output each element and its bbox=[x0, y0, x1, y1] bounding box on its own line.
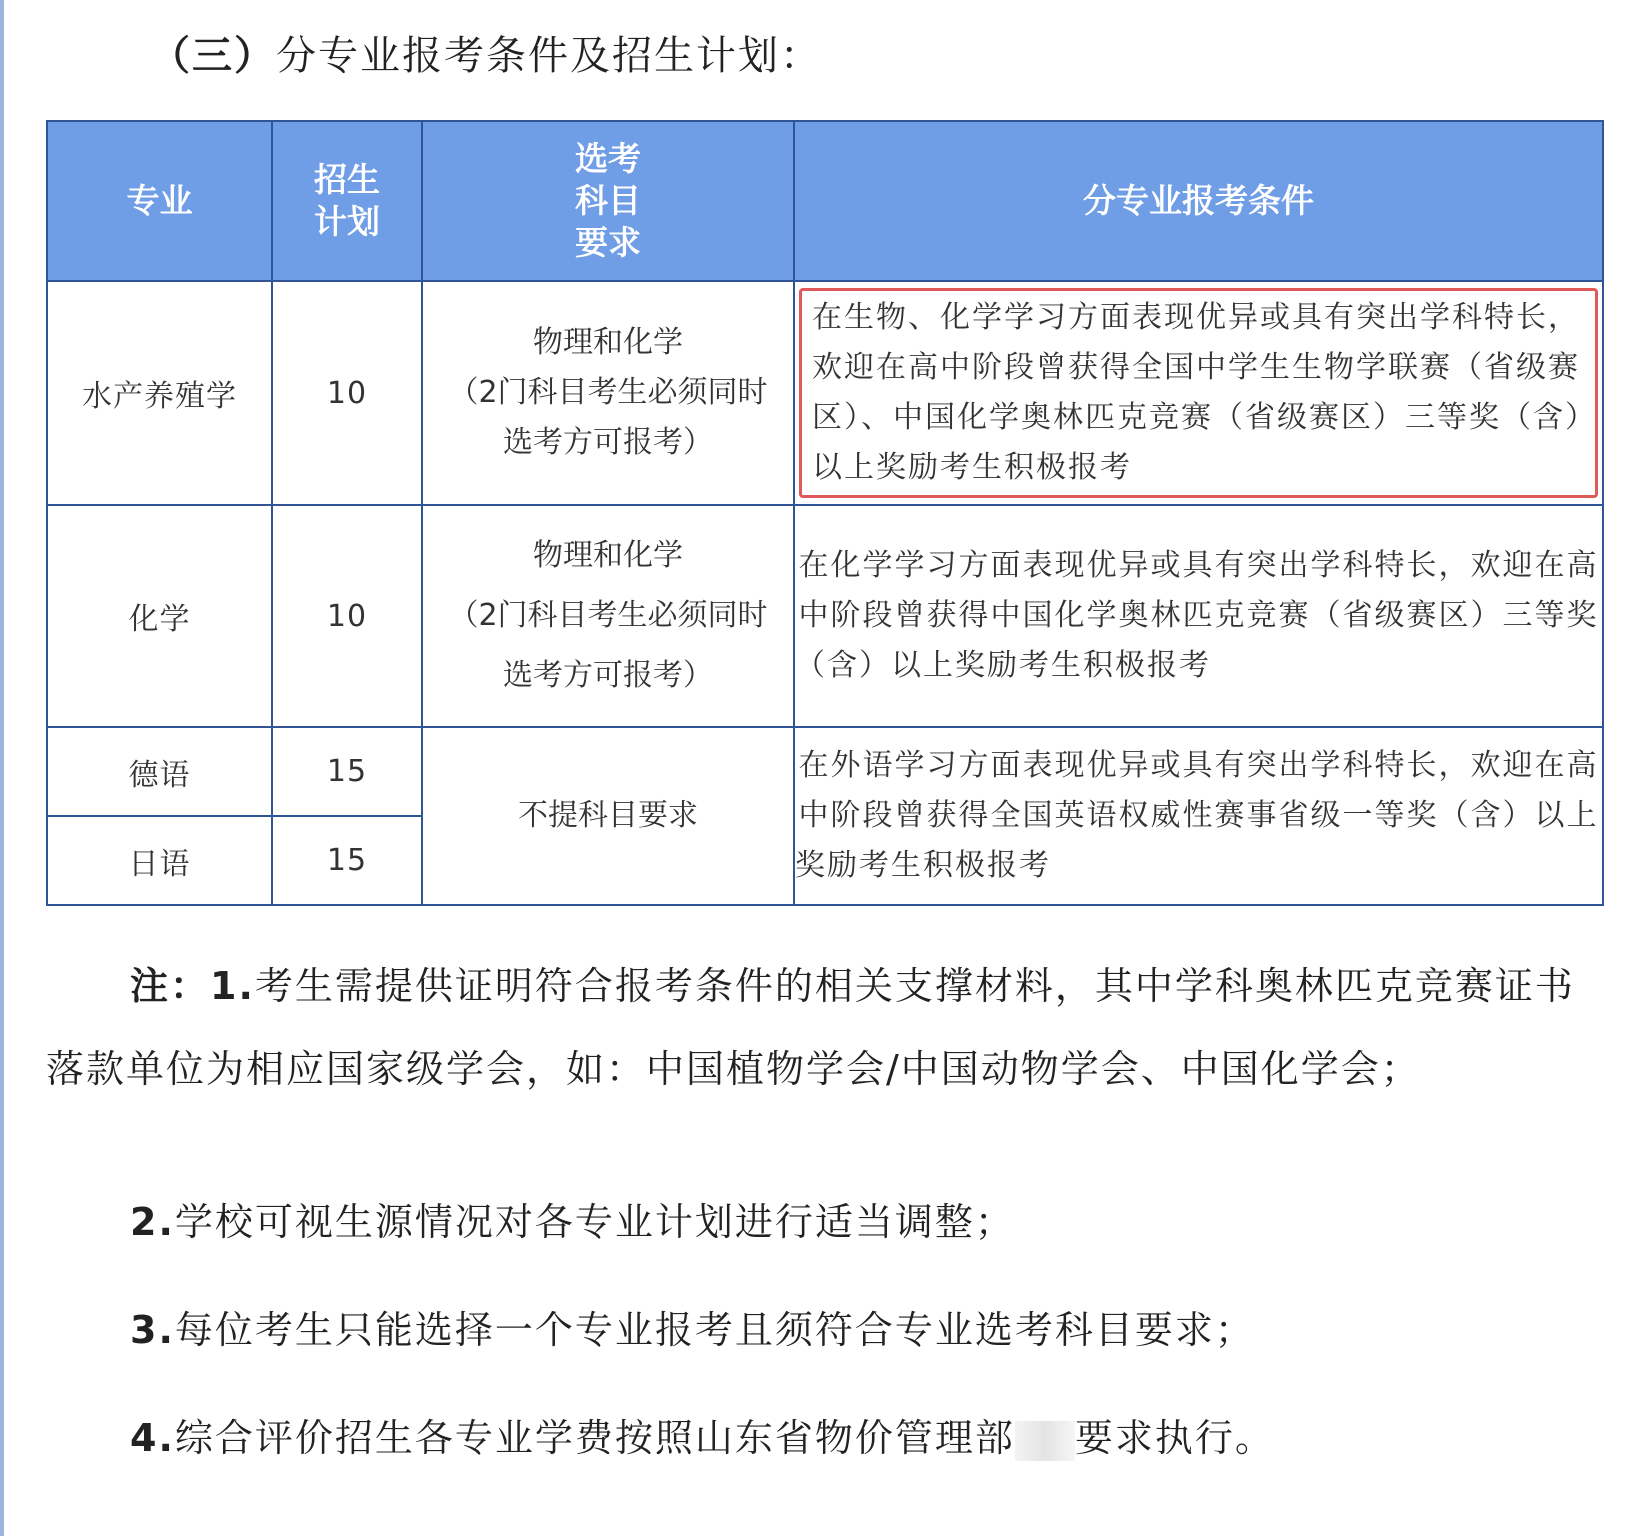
note-1 bbox=[46, 945, 1602, 1111]
header-conditions: 分专业报考条件 bbox=[794, 121, 1603, 281]
highlight-box: 在生物、化学学习方面表现优异或具有突出学科特长，欢迎在高中阶段曾获得全国中学生生物学联赛（省级赛区）、中国化学奥林匹克竞赛（省级赛区）三等奖（含）以上奖励考生积极报考 bbox=[799, 288, 1598, 498]
cell-subject: 物理和化学 （2门科目考生必须同时 选考方可报考） bbox=[422, 505, 794, 727]
cell-major: 水产养殖学 bbox=[47, 281, 272, 505]
cell-count: 10 bbox=[272, 281, 422, 505]
cell-conditions bbox=[794, 281, 1603, 505]
cell-major: 化学 bbox=[47, 505, 272, 727]
section-number: （三） bbox=[150, 33, 276, 79]
cell-subject: 不提科目要求 bbox=[422, 727, 794, 905]
note-3-label: 3. bbox=[130, 1308, 175, 1352]
note-1-text: 考生需提供证明符合报考条件的相关支撑材料，其中学科奥林匹克竞赛证书落款单位为相应国家级学会，如：中国植物学会/中国动物学会、中国化学会； bbox=[46, 964, 1575, 1091]
admission-plan-table bbox=[46, 120, 1604, 906]
note-2-label: 2. bbox=[130, 1200, 175, 1244]
note-4-text-a: 综合评价招生各专业学费按照山东省物价管理部 bbox=[174, 1416, 1015, 1460]
header-major: 专业 bbox=[47, 121, 272, 281]
note-1-label: 注：1. bbox=[130, 964, 255, 1008]
note-2 bbox=[46, 1197, 1015, 1247]
table-row bbox=[47, 727, 1603, 816]
note-3 bbox=[46, 1305, 1255, 1355]
cell-subject: 物理和化学 （2门科目考生必须同时 选考方可报考） bbox=[422, 281, 794, 505]
header-plan: 招生 计划 bbox=[272, 121, 422, 281]
cell-count: 10 bbox=[272, 505, 422, 727]
notes-section bbox=[46, 945, 1602, 1460]
note-4-text-b: 要求执行。 bbox=[1074, 1416, 1275, 1460]
blurred-text bbox=[1015, 1421, 1075, 1461]
section-heading bbox=[150, 24, 822, 81]
note-2-text: 学校可视生源情况对各专业计划进行适当调整； bbox=[174, 1200, 1015, 1244]
note-3-text: 每位考生只能选择一个专业报考且须符合专业选考科目要求； bbox=[174, 1308, 1255, 1352]
table-row bbox=[47, 505, 1603, 727]
cell-conditions: 在化学学习方面表现优异或具有突出学科特长，欢迎在高中阶段曾获得中国化学奥林匹克竞赛（省级赛区）三等奖（含）以上奖励考生积极报考 bbox=[794, 505, 1603, 727]
section-title: 分专业报考条件及招生计划： bbox=[276, 33, 822, 79]
note-4 bbox=[46, 1413, 1275, 1463]
cell-major: 德语 bbox=[47, 727, 272, 816]
table-header-row bbox=[47, 121, 1603, 281]
cell-major: 日语 bbox=[47, 816, 272, 905]
cell-conditions: 在外语学习方面表现优异或具有突出学科特长，欢迎在高中阶段曾获得全国英语权威性赛事省级一等奖（含）以上奖励考生积极报考 bbox=[794, 727, 1603, 905]
page-left-rule bbox=[0, 0, 4, 1536]
note-4-label: 4. bbox=[130, 1416, 175, 1460]
header-subject-requirement: 选考 科目 要求 bbox=[422, 121, 794, 281]
cell-count: 15 bbox=[272, 727, 422, 816]
cell-count: 15 bbox=[272, 816, 422, 905]
table-row bbox=[47, 281, 1603, 505]
